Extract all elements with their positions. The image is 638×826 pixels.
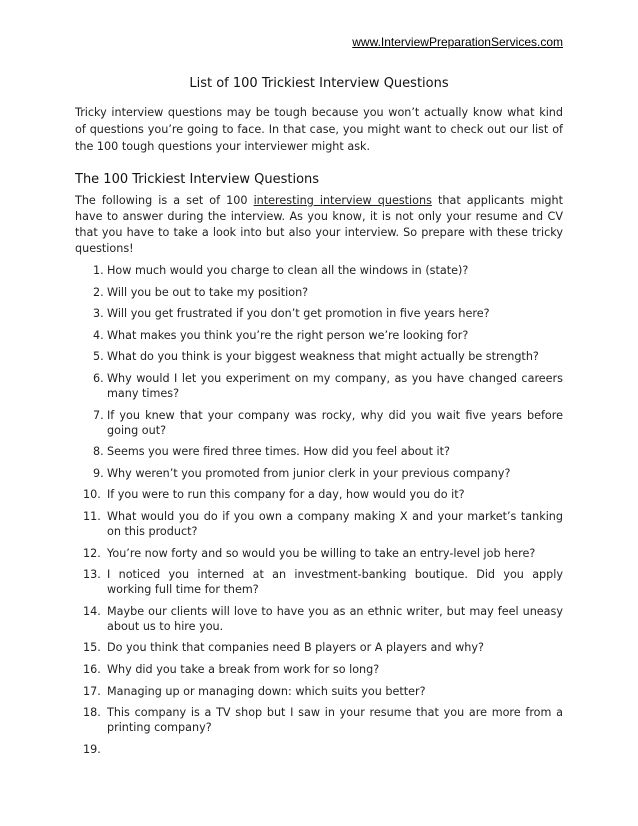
question-item xyxy=(75,371,563,401)
question-number: 9. xyxy=(93,466,104,480)
question-item xyxy=(75,604,563,634)
question-number: 11. xyxy=(83,509,101,523)
question-text: What makes you think you’re the right person we’re looking for? xyxy=(107,328,469,342)
question-text: Managing up or managing down: which suits you better? xyxy=(107,684,426,698)
intro-paragraph: Tricky interview questions may be tough because you won’t actually know what kind of questions you’re going to face. In that case, you might want to check out our list of the 100 tough questions your interviewer might ask. xyxy=(75,106,563,153)
question-number: 6. xyxy=(93,371,104,385)
question-text: Maybe our clients will love to have you as an ethnic writer, but may feel uneasy about us to hire you. xyxy=(107,604,563,633)
question-item xyxy=(75,684,563,699)
question-number: 16. xyxy=(83,662,101,676)
question-item xyxy=(75,567,563,597)
question-item xyxy=(75,487,563,502)
question-list xyxy=(75,263,563,756)
question-text: How much would you charge to clean all the windows in (state)? xyxy=(107,264,469,277)
site-url-link[interactable]: www.InterviewPreparationServices.com xyxy=(352,35,563,49)
question-item xyxy=(75,509,563,539)
question-number: 8. xyxy=(93,445,104,459)
section-paragraph xyxy=(75,193,563,257)
question-number: 4. xyxy=(93,328,104,342)
question-number: 10. xyxy=(83,488,101,502)
question-text: I noticed you interned at an investment-banking boutique. Did you apply working full time for them? xyxy=(107,568,563,597)
question-item xyxy=(75,349,563,364)
question-item xyxy=(75,306,563,321)
question-number: 3. xyxy=(93,307,104,321)
question-text: This company is a TV shop but I saw in your resume that you are more from a printing company? xyxy=(107,706,563,735)
page-title: List of 100 Trickiest Interview Questions xyxy=(189,76,449,91)
question-number: 5. xyxy=(93,350,104,364)
question-number: 13. xyxy=(83,568,101,582)
question-item xyxy=(75,444,563,459)
question-number: 2. xyxy=(93,285,104,299)
question-item xyxy=(75,263,563,278)
section-text-before: The following is a set of 100 xyxy=(75,194,254,207)
question-item xyxy=(75,662,563,677)
question-number: 14. xyxy=(83,604,101,618)
question-item xyxy=(75,408,563,438)
question-number: 15. xyxy=(83,641,101,655)
question-item xyxy=(75,640,563,655)
question-number: 1. xyxy=(93,264,104,277)
question-number: 19. xyxy=(83,742,101,756)
question-item xyxy=(75,705,563,735)
section-text-after: that applicants might have to answer during the interview. As you know, it is not only your resume and CV that you have to take a look into but also your interview. So prepare with these tricky questions! xyxy=(75,194,564,255)
question-text: Why would I let you experiment on my company, as you have changed careers many times? xyxy=(107,371,563,400)
question-text: If you were to run this company for a day, how would you do it? xyxy=(107,488,465,502)
question-text: What would you do if you own a company making X and your market’s tanking on this product? xyxy=(107,509,563,538)
question-text: If you knew that your company was rocky, why did you wait five years before going out? xyxy=(107,408,563,437)
question-item xyxy=(75,546,563,561)
question-number: 18. xyxy=(83,706,101,720)
question-number: 17. xyxy=(83,684,101,698)
question-text: Why weren’t you promoted from junior clerk in your previous company? xyxy=(107,466,511,480)
question-number: 7. xyxy=(93,408,104,422)
question-item xyxy=(75,328,563,343)
question-text: Will you get frustrated if you don’t get promotion in five years here? xyxy=(107,307,490,321)
question-number: 12. xyxy=(83,546,101,560)
question-text: Do you think that companies need B players or A players and why? xyxy=(107,641,484,655)
question-text: Will you be out to take my position? xyxy=(107,285,309,299)
section-heading: The 100 Trickiest Interview Questions xyxy=(75,172,320,187)
question-text: You’re now forty and so would you be willing to take an entry-level job here? xyxy=(107,546,536,560)
question-text: Seems you were fired three times. How did you feel about it? xyxy=(107,445,450,459)
question-text: Why did you take a break from work for so long? xyxy=(107,662,380,676)
interview-questions-link[interactable]: interesting interview questions xyxy=(253,194,432,207)
question-text: What do you think is your biggest weakness that might actually be strength? xyxy=(107,350,539,364)
question-item xyxy=(75,466,563,481)
question-item xyxy=(75,285,563,300)
